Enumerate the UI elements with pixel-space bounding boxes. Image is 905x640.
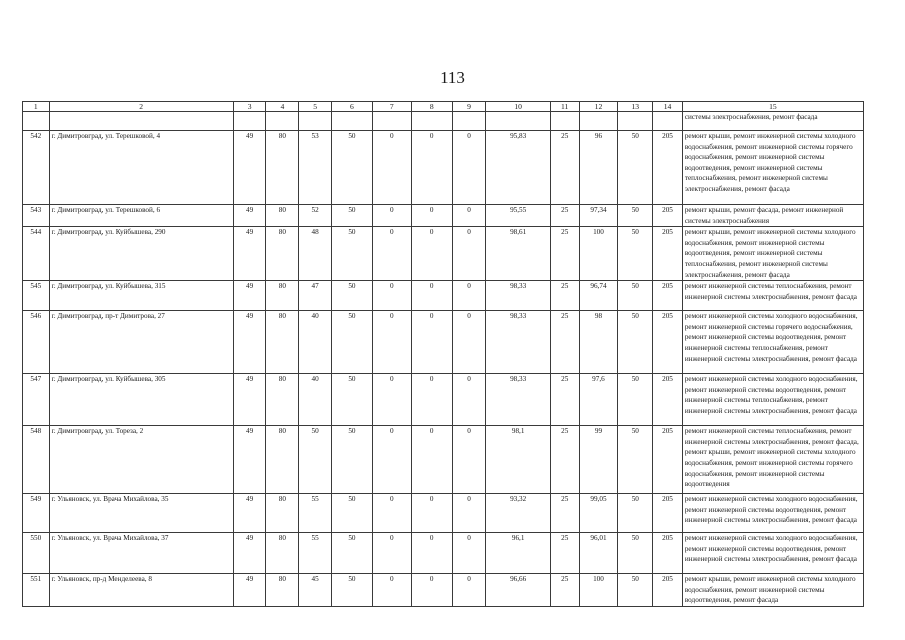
value-cell: 0	[452, 533, 486, 574]
value-cell: 205	[653, 426, 683, 494]
value-cell: 0	[452, 281, 486, 311]
column-header: 3	[233, 102, 266, 112]
column-header: 14	[653, 102, 683, 112]
value-cell: 25	[550, 374, 579, 426]
column-number-row	[23, 102, 864, 112]
value-cell: 98	[579, 311, 618, 374]
table-row	[23, 374, 864, 426]
table-row	[23, 205, 864, 227]
value-cell: 25	[550, 311, 579, 374]
value-cell: 50	[331, 426, 372, 494]
column-header: 9	[452, 102, 486, 112]
column-header: 10	[486, 102, 550, 112]
row-number: 542	[23, 131, 50, 205]
value-cell: 80	[266, 131, 299, 205]
address-cell: г. Димитровград, ул. Терешковой, 4	[49, 131, 233, 205]
address-cell: г. Димитровград, ул. Терешковой, 6	[49, 205, 233, 227]
value-cell: 0	[452, 131, 486, 205]
register-table	[22, 101, 864, 607]
value-cell: 25	[550, 281, 579, 311]
column-header: 1	[23, 102, 50, 112]
row-number: 546	[23, 311, 50, 374]
value-cell: 50	[299, 426, 332, 494]
value-cell: 97,34	[579, 205, 618, 227]
value-cell: 96,1	[486, 533, 550, 574]
table-row	[23, 281, 864, 311]
value-cell: 80	[266, 227, 299, 281]
value-cell: 80	[266, 426, 299, 494]
works-cell: ремонт инженерной системы холодного водоснабжения, ремонт инженерной системы водоотведения, ремонт инженерной системы электроснабжения, ремонт фасада	[682, 533, 863, 574]
column-header: 8	[411, 102, 452, 112]
row-number: 550	[23, 533, 50, 574]
works-cell: ремонт крыши, ремонт инженерной системы холодного водоснабжения, ремонт инженерной системы горячего водоснабжения, ремонт инженерной системы водоотведения, ремонт инженерной системы теплоснабжения, ремонт инженерной системы электроснабжения, ремонт фасада	[682, 131, 863, 205]
value-cell: 0	[411, 281, 452, 311]
value-cell: 100	[579, 227, 618, 281]
value-cell: 50	[618, 574, 653, 607]
value-cell: 52	[299, 205, 332, 227]
works-cell: ремонт инженерной системы теплоснабжения, ремонт инженерной системы электроснабжения, ремонт фасада	[682, 281, 863, 311]
value-cell: 49	[233, 574, 266, 607]
value-cell: 50	[331, 533, 372, 574]
value-cell: 205	[653, 281, 683, 311]
value-cell: 49	[233, 131, 266, 205]
value-cell: 0	[452, 426, 486, 494]
value-cell: 50	[331, 574, 372, 607]
value-cell: 98,33	[486, 374, 550, 426]
works-cell: ремонт инженерной системы холодного водоснабжения, ремонт инженерной системы водоотведения, ремонт инженерной системы теплоснабжения, ремонт инженерной системы электроснабжения, ремонт фасада	[682, 374, 863, 426]
page-number: 113	[440, 68, 465, 87]
value-cell: 0	[411, 574, 452, 607]
value-cell: 47	[299, 281, 332, 311]
value-cell: 49	[233, 281, 266, 311]
value-cell: 25	[550, 426, 579, 494]
address-cell: г. Димитровград, ул. Куйбышева, 305	[49, 374, 233, 426]
works-cell: ремонт крыши, ремонт инженерной системы холодного водоснабжения, ремонт инженерной системы водоотведения, ремонт фасада	[682, 574, 863, 607]
value-cell: 25	[550, 533, 579, 574]
value-cell: 50	[331, 131, 372, 205]
value-cell: 0	[372, 574, 411, 607]
value-cell: 50	[331, 494, 372, 533]
column-header: 15	[682, 102, 863, 112]
value-cell: 0	[411, 533, 452, 574]
value-cell: 49	[233, 494, 266, 533]
value-cell: 93,32	[486, 494, 550, 533]
value-cell: 96,66	[486, 574, 550, 607]
column-header: 6	[331, 102, 372, 112]
address-cell: г. Ульяновск, пр-д Менделеева, 8	[49, 574, 233, 607]
value-cell: 98,1	[486, 426, 550, 494]
value-cell: 0	[372, 281, 411, 311]
value-cell: 50	[618, 131, 653, 205]
value-cell: 50	[618, 227, 653, 281]
value-cell: 0	[452, 374, 486, 426]
works-cell: ремонт крыши, ремонт фасада, ремонт инженерной системы электроснабжения	[682, 205, 863, 227]
value-cell: 48	[299, 227, 332, 281]
value-cell: 205	[653, 494, 683, 533]
row-number: 547	[23, 374, 50, 426]
value-cell: 0	[452, 205, 486, 227]
value-cell: 205	[653, 374, 683, 426]
value-cell: 0	[452, 311, 486, 374]
works-cell: ремонт инженерной системы теплоснабжения, ремонт инженерной системы электроснабжения, ремонт фасада, ремонт крыши, ремонт инженерной системы холодного водоснабжения, ремонт инженерной системы горячего водоснабжения, ремонт инженерной системы водоотведения	[682, 426, 863, 494]
works-cell: ремонт инженерной системы холодного водоснабжения, ремонт инженерной системы горячего водоснабжения, ремонт инженерной системы водоотведения, ремонт инженерной системы теплоснабжения, ремонт инженерной системы электроснабжения, ремонт фасада	[682, 311, 863, 374]
value-cell: 50	[331, 227, 372, 281]
value-cell: 50	[618, 426, 653, 494]
value-cell: 55	[299, 533, 332, 574]
table-row	[23, 311, 864, 374]
value-cell: 80	[266, 311, 299, 374]
value-cell: 0	[372, 131, 411, 205]
row-number: 543	[23, 205, 50, 227]
value-cell: 50	[618, 494, 653, 533]
value-cell: 49	[233, 227, 266, 281]
address-cell: г. Димитровград, ул. Тореза, 2	[49, 426, 233, 494]
table-row	[23, 131, 864, 205]
value-cell: 49	[233, 311, 266, 374]
address-cell: г. Димитровград, ул. Куйбышева, 315	[49, 281, 233, 311]
address-cell: г. Ульяновск, ул. Врача Михайлова, 35	[49, 494, 233, 533]
address-cell: г. Ульяновск, ул. Врача Михайлова, 37	[49, 533, 233, 574]
continuation-row	[23, 112, 864, 131]
row-number: 549	[23, 494, 50, 533]
works-cell: системы электроснабжения, ремонт фасада	[682, 112, 863, 131]
value-cell: 50	[331, 205, 372, 227]
value-cell: 0	[411, 374, 452, 426]
value-cell: 50	[618, 374, 653, 426]
value-cell: 50	[618, 281, 653, 311]
value-cell: 80	[266, 374, 299, 426]
address-cell: г. Димитровград, пр-т Димитрова, 27	[49, 311, 233, 374]
value-cell: 50	[331, 281, 372, 311]
value-cell: 50	[331, 311, 372, 374]
column-header: 4	[266, 102, 299, 112]
value-cell: 96,01	[579, 533, 618, 574]
works-cell: ремонт крыши, ремонт инженерной системы холодного водоснабжения, ремонт инженерной системы водоотведения, ремонт инженерной системы теплоснабжения, ремонт инженерной системы электроснабжения, ремонт фасада	[682, 227, 863, 281]
table-row	[23, 494, 864, 533]
value-cell: 98,33	[486, 281, 550, 311]
value-cell: 100	[579, 574, 618, 607]
value-cell: 80	[266, 494, 299, 533]
value-cell: 98,61	[486, 227, 550, 281]
table-row	[23, 574, 864, 607]
value-cell: 25	[550, 494, 579, 533]
value-cell: 45	[299, 574, 332, 607]
value-cell: 0	[452, 494, 486, 533]
value-cell: 95,83	[486, 131, 550, 205]
value-cell: 96	[579, 131, 618, 205]
value-cell: 0	[372, 374, 411, 426]
value-cell: 95,55	[486, 205, 550, 227]
works-cell: ремонт инженерной системы холодного водоснабжения, ремонт инженерной системы водоотведения, ремонт инженерной системы электроснабжения, ремонт фасада	[682, 494, 863, 533]
value-cell: 49	[233, 374, 266, 426]
value-cell: 0	[452, 227, 486, 281]
value-cell: 0	[411, 426, 452, 494]
value-cell: 205	[653, 227, 683, 281]
value-cell: 25	[550, 227, 579, 281]
value-cell: 80	[266, 533, 299, 574]
column-header: 11	[550, 102, 579, 112]
column-header: 7	[372, 102, 411, 112]
value-cell: 98,33	[486, 311, 550, 374]
value-cell: 50	[618, 205, 653, 227]
value-cell: 0	[372, 533, 411, 574]
value-cell: 0	[411, 494, 452, 533]
value-cell: 50	[618, 533, 653, 574]
value-cell: 0	[411, 205, 452, 227]
value-cell: 49	[233, 533, 266, 574]
value-cell: 50	[331, 374, 372, 426]
value-cell: 205	[653, 131, 683, 205]
address-cell: г. Димитровград, ул. Куйбышева, 290	[49, 227, 233, 281]
value-cell: 25	[550, 131, 579, 205]
value-cell: 49	[233, 205, 266, 227]
value-cell: 53	[299, 131, 332, 205]
value-cell: 40	[299, 311, 332, 374]
value-cell: 0	[411, 227, 452, 281]
value-cell: 49	[233, 426, 266, 494]
value-cell: 25	[550, 205, 579, 227]
value-cell: 80	[266, 574, 299, 607]
value-cell: 96,74	[579, 281, 618, 311]
row-number: 551	[23, 574, 50, 607]
value-cell: 0	[372, 205, 411, 227]
column-header: 5	[299, 102, 332, 112]
value-cell: 40	[299, 374, 332, 426]
value-cell: 205	[653, 311, 683, 374]
table-row	[23, 533, 864, 574]
value-cell: 0	[452, 574, 486, 607]
value-cell: 99,05	[579, 494, 618, 533]
value-cell: 99	[579, 426, 618, 494]
value-cell: 80	[266, 281, 299, 311]
row-number: 545	[23, 281, 50, 311]
value-cell: 0	[372, 494, 411, 533]
value-cell: 80	[266, 205, 299, 227]
value-cell: 97,6	[579, 374, 618, 426]
row-number: 548	[23, 426, 50, 494]
column-header: 13	[618, 102, 653, 112]
value-cell: 205	[653, 205, 683, 227]
table-row	[23, 426, 864, 494]
value-cell: 205	[653, 533, 683, 574]
column-header: 12	[579, 102, 618, 112]
value-cell: 25	[550, 574, 579, 607]
value-cell: 0	[411, 131, 452, 205]
value-cell: 205	[653, 574, 683, 607]
column-header: 2	[49, 102, 233, 112]
table-row	[23, 227, 864, 281]
value-cell: 0	[372, 311, 411, 374]
row-number: 544	[23, 227, 50, 281]
value-cell: 0	[372, 227, 411, 281]
value-cell: 0	[411, 311, 452, 374]
value-cell: 0	[372, 426, 411, 494]
value-cell: 50	[618, 311, 653, 374]
value-cell: 55	[299, 494, 332, 533]
